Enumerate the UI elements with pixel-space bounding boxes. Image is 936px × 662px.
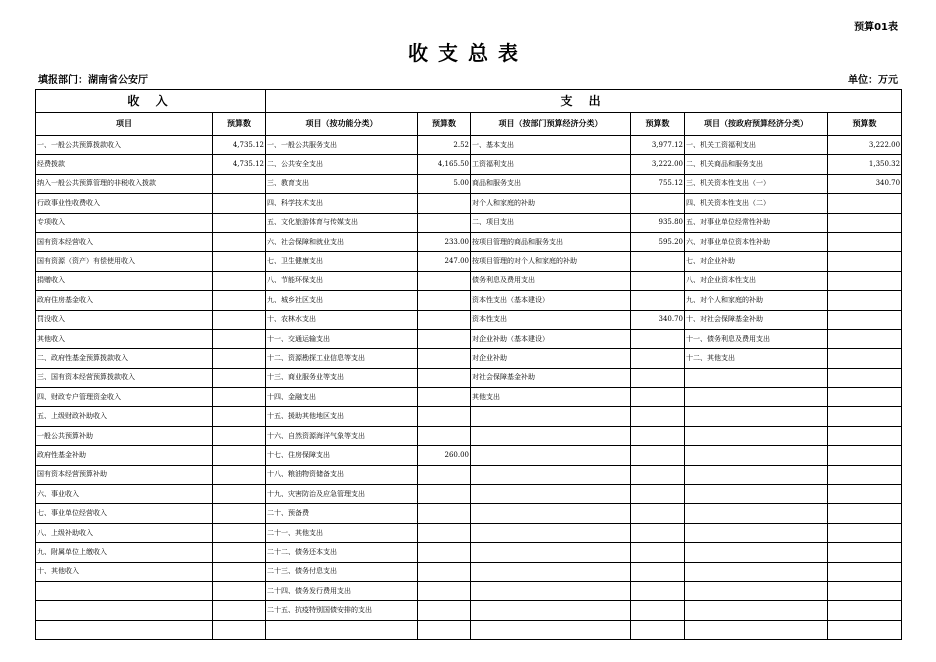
- item-cell: 按项目管理的对个人和家庭的补助: [471, 252, 631, 271]
- table-row: [36, 329, 902, 348]
- amount-cell: [418, 329, 471, 348]
- item-cell: 七、事业单位经营收入: [36, 504, 213, 523]
- item-cell: [471, 581, 631, 600]
- item-cell: 专项收入: [36, 213, 213, 232]
- item-cell: 捐赠收入: [36, 271, 213, 290]
- item-cell: [685, 581, 828, 600]
- amount-cell: [828, 407, 902, 426]
- amount-cell: [631, 426, 685, 445]
- amount-cell: [213, 329, 266, 348]
- item-cell: 政府性基金补助: [36, 446, 213, 465]
- amount-cell: [213, 581, 266, 600]
- table-row: [36, 136, 902, 155]
- item-cell: 二十四、债务发行费用支出: [266, 581, 418, 600]
- table-row: [36, 310, 902, 329]
- item-cell: 八、上级补助收入: [36, 523, 213, 542]
- item-cell: [685, 407, 828, 426]
- item-cell: 十一、交通运输支出: [266, 329, 418, 348]
- amount-cell: [828, 523, 902, 542]
- amount-cell: [828, 465, 902, 484]
- dept-econ-item-header: 项目（按部门预算经济分类）: [471, 113, 631, 136]
- page-title: 收支总表: [408, 41, 528, 65]
- item-cell: 十四、金融支出: [266, 388, 418, 407]
- item-cell: 国有资源（资产）有偿使用收入: [36, 252, 213, 271]
- item-cell: [36, 620, 213, 639]
- amount-cell: [631, 446, 685, 465]
- amount-cell: [631, 194, 685, 213]
- amount-cell: [418, 388, 471, 407]
- amount-cell: [418, 310, 471, 329]
- amount-cell: [213, 174, 266, 193]
- item-cell: 二十、预备费: [266, 504, 418, 523]
- amount-cell: [631, 543, 685, 562]
- item-cell: [685, 446, 828, 465]
- amount-cell: [213, 543, 266, 562]
- amount-cell: [213, 252, 266, 271]
- item-cell: 十七、住房保障支出: [266, 446, 418, 465]
- amount-cell: [631, 601, 685, 620]
- table-row: [36, 252, 902, 271]
- item-cell: [36, 601, 213, 620]
- form-code: 预算01表: [854, 22, 898, 33]
- item-cell: 一、机关工资福利支出: [685, 136, 828, 155]
- item-cell: 九、附属单位上缴收入: [36, 543, 213, 562]
- item-cell: 三、国有资本经营预算拨款收入: [36, 368, 213, 387]
- amount-cell: [828, 252, 902, 271]
- item-cell: [685, 388, 828, 407]
- item-cell: 十六、自然资源海洋气象等支出: [266, 426, 418, 445]
- item-cell: 四、财政专户管理资金收入: [36, 388, 213, 407]
- item-cell: 二、项目支出: [471, 213, 631, 232]
- item-cell: 十一、债务利息及费用支出: [685, 329, 828, 348]
- item-cell: [685, 562, 828, 581]
- amount-cell: [418, 407, 471, 426]
- item-cell: 二十一、其他支出: [266, 523, 418, 542]
- amount-cell: 233.00: [418, 232, 471, 251]
- item-cell: 资本性支出（基本建设）: [471, 291, 631, 310]
- item-cell: 五、对事业单位经常性补助: [685, 213, 828, 232]
- item-cell: 九、城乡社区支出: [266, 291, 418, 310]
- amount-cell: [213, 620, 266, 639]
- amount-cell: [213, 271, 266, 290]
- unit-label: 单位：万元: [848, 75, 898, 86]
- amount-cell: [213, 213, 266, 232]
- income-amount-header: 预算数: [213, 113, 266, 136]
- amount-cell: [631, 504, 685, 523]
- amount-cell: [828, 310, 902, 329]
- item-cell: 十二、资源勘探工业信息等支出: [266, 349, 418, 368]
- budget-table: [35, 89, 902, 640]
- item-cell: 六、事业收入: [36, 485, 213, 504]
- amount-cell: [213, 523, 266, 542]
- item-cell: 八、对企业资本性支出: [685, 271, 828, 290]
- amount-cell: [828, 426, 902, 445]
- amount-cell: [213, 291, 266, 310]
- item-cell: [471, 601, 631, 620]
- item-cell: [685, 485, 828, 504]
- item-cell: [471, 465, 631, 484]
- amount-cell: [631, 523, 685, 542]
- income-item-header: 项目: [36, 113, 213, 136]
- amount-cell: [828, 485, 902, 504]
- table-row: [36, 523, 902, 542]
- item-cell: [471, 562, 631, 581]
- item-cell: 工资福利支出: [471, 155, 631, 174]
- item-cell: 三、教育支出: [266, 174, 418, 193]
- amount-cell: [418, 368, 471, 387]
- item-cell: 政府住房基金收入: [36, 291, 213, 310]
- item-cell: [685, 601, 828, 620]
- table-row: [36, 349, 902, 368]
- amount-cell: [418, 504, 471, 523]
- item-cell: [685, 426, 828, 445]
- table-row: [36, 446, 902, 465]
- amount-cell: [418, 601, 471, 620]
- table-row: [36, 407, 902, 426]
- item-cell: 资本性支出: [471, 310, 631, 329]
- item-cell: [471, 523, 631, 542]
- item-cell: 七、卫生健康支出: [266, 252, 418, 271]
- amount-cell: [828, 213, 902, 232]
- expense-section-header: 支 出: [266, 90, 902, 113]
- table-row: [36, 232, 902, 251]
- item-cell: [471, 620, 631, 639]
- table-row: [36, 543, 902, 562]
- item-cell: 对社会保障基金补助: [471, 368, 631, 387]
- table-row: [36, 271, 902, 290]
- amount-cell: [631, 562, 685, 581]
- item-cell: 十、对社会保障基金补助: [685, 310, 828, 329]
- amount-cell: [828, 271, 902, 290]
- amount-cell: [828, 349, 902, 368]
- amount-cell: [631, 407, 685, 426]
- column-header-row: [36, 113, 902, 136]
- item-cell: 行政事业性收费收入: [36, 194, 213, 213]
- amount-cell: [213, 310, 266, 329]
- table-row: [36, 485, 902, 504]
- amount-cell: [418, 291, 471, 310]
- item-cell: 二十二、债务还本支出: [266, 543, 418, 562]
- amount-cell: 340.70: [631, 310, 685, 329]
- amount-cell: 4,735.12: [213, 155, 266, 174]
- amount-cell: [418, 349, 471, 368]
- amount-cell: [631, 329, 685, 348]
- amount-cell: [418, 562, 471, 581]
- amount-cell: [213, 504, 266, 523]
- amount-cell: [418, 194, 471, 213]
- amount-cell: [418, 620, 471, 639]
- amount-cell: [631, 620, 685, 639]
- item-cell: [685, 620, 828, 639]
- item-cell: 债务利息及费用支出: [471, 271, 631, 290]
- amount-cell: [418, 523, 471, 542]
- amount-cell: 340.70: [828, 174, 902, 193]
- amount-cell: [631, 291, 685, 310]
- table-row: [36, 174, 902, 193]
- department-label: 填报部门：湖南省公安厅: [38, 75, 148, 86]
- item-cell: 二、公共安全支出: [266, 155, 418, 174]
- amount-cell: 3,977.12: [631, 136, 685, 155]
- function-amount-header: 预算数: [418, 113, 471, 136]
- amount-cell: [213, 601, 266, 620]
- amount-cell: [828, 194, 902, 213]
- amount-cell: [828, 291, 902, 310]
- item-cell: 一、基本支出: [471, 136, 631, 155]
- item-cell: [471, 485, 631, 504]
- amount-cell: 1,350.32: [828, 155, 902, 174]
- item-cell: 十九、灾害防治及应急管理支出: [266, 485, 418, 504]
- item-cell: 三、机关资本性支出（一）: [685, 174, 828, 193]
- amount-cell: [631, 349, 685, 368]
- amount-cell: [213, 465, 266, 484]
- table-row: [36, 601, 902, 620]
- amount-cell: [828, 446, 902, 465]
- dept-econ-amount-header: 预算数: [631, 113, 685, 136]
- amount-cell: 4,735.12: [213, 136, 266, 155]
- item-cell: 七、对企业补助: [685, 252, 828, 271]
- amount-cell: [828, 388, 902, 407]
- item-cell: 四、机关资本性支出（二）: [685, 194, 828, 213]
- table-row: [36, 388, 902, 407]
- amount-cell: [828, 368, 902, 387]
- item-cell: 其他收入: [36, 329, 213, 348]
- amount-cell: [631, 271, 685, 290]
- amount-cell: [418, 271, 471, 290]
- item-cell: 罚没收入: [36, 310, 213, 329]
- amount-cell: [213, 368, 266, 387]
- table-row: [36, 426, 902, 445]
- item-cell: 十五、援助其他地区支出: [266, 407, 418, 426]
- item-cell: 二、机关商品和服务支出: [685, 155, 828, 174]
- item-cell: [685, 465, 828, 484]
- item-cell: [471, 543, 631, 562]
- amount-cell: [418, 465, 471, 484]
- item-cell: 十二、其他支出: [685, 349, 828, 368]
- amount-cell: [828, 329, 902, 348]
- amount-cell: [213, 194, 266, 213]
- amount-cell: [828, 562, 902, 581]
- item-cell: 按项目管理的商品和服务支出: [471, 232, 631, 251]
- item-cell: [266, 620, 418, 639]
- item-cell: 二十五、抗疫特别国债安排的支出: [266, 601, 418, 620]
- table-row: [36, 213, 902, 232]
- amount-cell: [213, 426, 266, 445]
- amount-cell: 5.00: [418, 174, 471, 193]
- amount-cell: 4,165.50: [418, 155, 471, 174]
- item-cell: 十八、粮油物资储备支出: [266, 465, 418, 484]
- income-section-header: 收 入: [36, 90, 266, 113]
- amount-cell: [418, 543, 471, 562]
- amount-cell: 3,222.00: [631, 155, 685, 174]
- amount-cell: 2.52: [418, 136, 471, 155]
- amount-cell: [828, 232, 902, 251]
- amount-cell: 595.20: [631, 232, 685, 251]
- item-cell: [471, 407, 631, 426]
- item-cell: 十、农林水支出: [266, 310, 418, 329]
- item-cell: 四、科学技术支出: [266, 194, 418, 213]
- gov-econ-amount-header: 预算数: [828, 113, 902, 136]
- amount-cell: [631, 252, 685, 271]
- table-row: [36, 194, 902, 213]
- item-cell: [685, 543, 828, 562]
- item-cell: 国有资本经营收入: [36, 232, 213, 251]
- item-cell: 六、社会保障和就业支出: [266, 232, 418, 251]
- amount-cell: 3,222.00: [828, 136, 902, 155]
- amount-cell: 247.00: [418, 252, 471, 271]
- item-cell: 一、一般公共服务支出: [266, 136, 418, 155]
- item-cell: [471, 446, 631, 465]
- amount-cell: [418, 581, 471, 600]
- table-row: [36, 291, 902, 310]
- amount-cell: [828, 504, 902, 523]
- item-cell: [36, 581, 213, 600]
- amount-cell: [418, 485, 471, 504]
- item-cell: [685, 523, 828, 542]
- item-cell: 一般公共预算补助: [36, 426, 213, 445]
- amount-cell: [213, 407, 266, 426]
- item-cell: 五、文化旅游体育与传媒支出: [266, 213, 418, 232]
- item-cell: [685, 504, 828, 523]
- item-cell: 二、政府性基金预算拨款收入: [36, 349, 213, 368]
- amount-cell: [213, 446, 266, 465]
- amount-cell: [631, 465, 685, 484]
- amount-cell: 755.12: [631, 174, 685, 193]
- item-cell: 对企业补助: [471, 349, 631, 368]
- amount-cell: [213, 232, 266, 251]
- amount-cell: 260.00: [418, 446, 471, 465]
- item-cell: 六、对事业单位资本性补助: [685, 232, 828, 251]
- section-row: [36, 90, 902, 113]
- amount-cell: [828, 620, 902, 639]
- gov-econ-item-header: 项目（按政府预算经济分类）: [685, 113, 828, 136]
- item-cell: 其他支出: [471, 388, 631, 407]
- item-cell: 经费拨款: [36, 155, 213, 174]
- item-cell: 对企业补助（基本建设）: [471, 329, 631, 348]
- amount-cell: [828, 581, 902, 600]
- amount-cell: 935.80: [631, 213, 685, 232]
- item-cell: [471, 504, 631, 523]
- item-cell: 一、一般公共预算拨款收入: [36, 136, 213, 155]
- item-cell: 纳入一般公共预算管理的非税收入拨款: [36, 174, 213, 193]
- table-row: [36, 368, 902, 387]
- table-row: [36, 620, 902, 639]
- item-cell: 九、对个人和家庭的补助: [685, 291, 828, 310]
- amount-cell: [213, 349, 266, 368]
- item-cell: [471, 426, 631, 445]
- table-row: [36, 562, 902, 581]
- table-row: [36, 465, 902, 484]
- amount-cell: [631, 485, 685, 504]
- amount-cell: [828, 601, 902, 620]
- item-cell: 对个人和家庭的补助: [471, 194, 631, 213]
- item-cell: 国有资本经营预算补助: [36, 465, 213, 484]
- amount-cell: [213, 485, 266, 504]
- amount-cell: [418, 426, 471, 445]
- table-row: [36, 155, 902, 174]
- item-cell: 二十三、债务付息支出: [266, 562, 418, 581]
- amount-cell: [631, 581, 685, 600]
- item-cell: 八、节能环保支出: [266, 271, 418, 290]
- table-row: [36, 581, 902, 600]
- amount-cell: [418, 213, 471, 232]
- amount-cell: [213, 388, 266, 407]
- item-cell: [685, 368, 828, 387]
- item-cell: 十三、商业服务业等支出: [266, 368, 418, 387]
- amount-cell: [631, 388, 685, 407]
- amount-cell: [828, 543, 902, 562]
- amount-cell: [631, 368, 685, 387]
- item-cell: 五、上级财政补助收入: [36, 407, 213, 426]
- item-cell: 商品和服务支出: [471, 174, 631, 193]
- amount-cell: [213, 562, 266, 581]
- table-row: [36, 504, 902, 523]
- function-item-header: 项目（按功能分类）: [266, 113, 418, 136]
- item-cell: 十、其他收入: [36, 562, 213, 581]
